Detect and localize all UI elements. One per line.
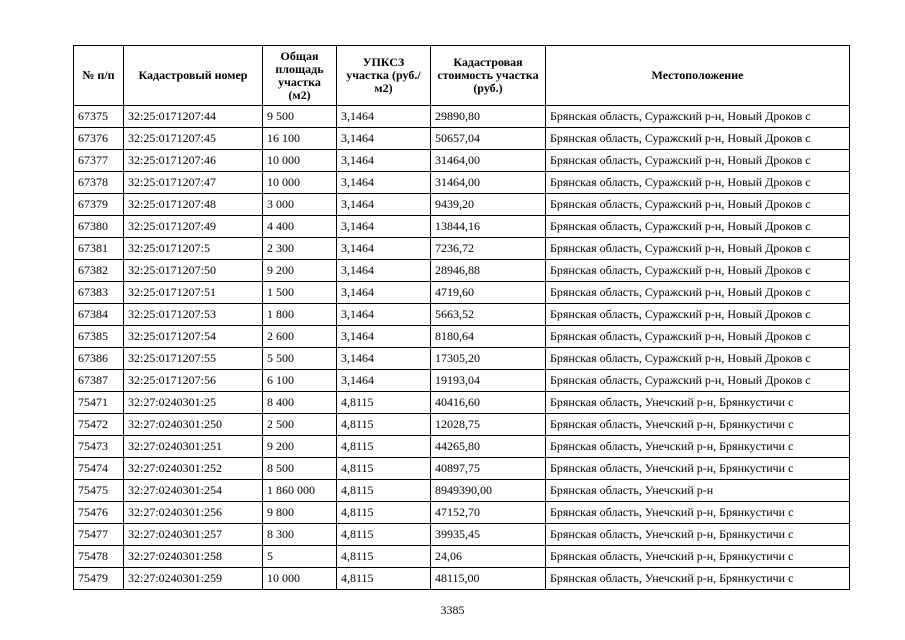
- table-row: [74, 326, 850, 348]
- cell-upksz: 3,1464: [337, 194, 431, 216]
- table-row: [74, 260, 850, 282]
- table-row: [74, 480, 850, 502]
- cell-cadastral-value: 9439,20: [431, 194, 546, 216]
- cell-upksz: 3,1464: [337, 348, 431, 370]
- cell-location: Брянская область, Суражский р-н, Новый Дроков с: [546, 150, 850, 172]
- cell-cadastral-number: 32:25:0171207:53: [124, 304, 263, 326]
- cell-cadastral-number: 32:27:0240301:25: [124, 392, 263, 414]
- table-row: [74, 172, 850, 194]
- cell-upksz: 4,8115: [337, 524, 431, 546]
- cell-cadastral-value: 47152,70: [431, 502, 546, 524]
- cell-upksz: 3,1464: [337, 150, 431, 172]
- cell-area: 9 800: [263, 502, 337, 524]
- table-row: [74, 282, 850, 304]
- table-row: [74, 194, 850, 216]
- cell-location: Брянская область, Суражский р-н, Новый Дроков с: [546, 238, 850, 260]
- cell-upksz: 4,8115: [337, 568, 431, 590]
- cell-cadastral-number: 32:25:0171207:56: [124, 370, 263, 392]
- cell-area: 9 200: [263, 436, 337, 458]
- cell-cadastral-number: 32:25:0171207:48: [124, 194, 263, 216]
- cell-area: 6 100: [263, 370, 337, 392]
- cell-upksz: 4,8115: [337, 502, 431, 524]
- header-area: Общая площадь участка (м2): [263, 46, 337, 106]
- cell-upksz: 4,8115: [337, 480, 431, 502]
- cell-area: 5: [263, 546, 337, 568]
- table-row: [74, 216, 850, 238]
- cell-cadastral-number: 32:27:0240301:259: [124, 568, 263, 590]
- cell-index: 75474: [74, 458, 124, 480]
- cell-upksz: 3,1464: [337, 216, 431, 238]
- cell-cadastral-number: 32:25:0171207:46: [124, 150, 263, 172]
- cell-area: 1 500: [263, 282, 337, 304]
- table-row: [74, 238, 850, 260]
- cell-location: Брянская область, Унечский р-н, Брянкустичи с: [546, 524, 850, 546]
- cell-index: 75479: [74, 568, 124, 590]
- cell-index: 75476: [74, 502, 124, 524]
- cell-area: 3 000: [263, 194, 337, 216]
- cell-cadastral-value: 17305,20: [431, 348, 546, 370]
- cell-location: Брянская область, Унечский р-н: [546, 480, 850, 502]
- cell-cadastral-value: 50657,04: [431, 128, 546, 150]
- cell-location: Брянская область, Унечский р-н, Брянкустичи с: [546, 436, 850, 458]
- table-row: [74, 392, 850, 414]
- cell-upksz: 3,1464: [337, 326, 431, 348]
- cell-upksz: 3,1464: [337, 370, 431, 392]
- cell-cadastral-number: 32:25:0171207:49: [124, 216, 263, 238]
- cell-index: 75473: [74, 436, 124, 458]
- cell-cadastral-value: 31464,00: [431, 150, 546, 172]
- cell-area: 8 400: [263, 392, 337, 414]
- cell-upksz: 3,1464: [337, 172, 431, 194]
- table-header-row: [74, 46, 850, 106]
- cell-area: 1 860 000: [263, 480, 337, 502]
- cell-cadastral-value: 19193,04: [431, 370, 546, 392]
- cell-area: 5 500: [263, 348, 337, 370]
- cell-upksz: 3,1464: [337, 238, 431, 260]
- cell-cadastral-number: 32:27:0240301:252: [124, 458, 263, 480]
- cell-cadastral-number: 32:27:0240301:254: [124, 480, 263, 502]
- cell-index: 67375: [74, 106, 124, 128]
- table-row: [74, 150, 850, 172]
- cell-index: 67381: [74, 238, 124, 260]
- cell-cadastral-number: 32:27:0240301:256: [124, 502, 263, 524]
- cell-upksz: 4,8115: [337, 414, 431, 436]
- header-cadastral-number: Кадастровый номер: [124, 46, 263, 106]
- cell-cadastral-value: 31464,00: [431, 172, 546, 194]
- cell-area: 16 100: [263, 128, 337, 150]
- cell-cadastral-value: 7236,72: [431, 238, 546, 260]
- table-row: [74, 106, 850, 128]
- cell-cadastral-value: 13844,16: [431, 216, 546, 238]
- cell-location: Брянская область, Суражский р-н, Новый Дроков с: [546, 194, 850, 216]
- cell-cadastral-number: 32:25:0171207:45: [124, 128, 263, 150]
- header-location: Местоположение: [546, 46, 850, 106]
- cell-location: Брянская область, Суражский р-н, Новый Дроков с: [546, 304, 850, 326]
- cell-area: 8 300: [263, 524, 337, 546]
- cell-area: 2 300: [263, 238, 337, 260]
- cell-area: 10 000: [263, 172, 337, 194]
- cell-upksz: 4,8115: [337, 546, 431, 568]
- cell-location: Брянская область, Унечский р-н, Брянкустичи с: [546, 502, 850, 524]
- table-row: [74, 128, 850, 150]
- cadastral-table: [73, 45, 850, 590]
- cell-index: 75471: [74, 392, 124, 414]
- header-upksz: УПКСЗ участка (руб./м2): [337, 46, 431, 106]
- cell-cadastral-number: 32:25:0171207:55: [124, 348, 263, 370]
- cell-cadastral-number: 32:27:0240301:250: [124, 414, 263, 436]
- cell-cadastral-value: 24,06: [431, 546, 546, 568]
- cell-upksz: 3,1464: [337, 260, 431, 282]
- table-row: [74, 370, 850, 392]
- cell-index: 67386: [74, 348, 124, 370]
- cell-location: Брянская область, Унечский р-н, Брянкустичи с: [546, 546, 850, 568]
- cell-index: 67384: [74, 304, 124, 326]
- cell-location: Брянская область, Суражский р-н, Новый Дроков с: [546, 348, 850, 370]
- cell-cadastral-value: 39935,45: [431, 524, 546, 546]
- cell-location: Брянская область, Суражский р-н, Новый Дроков с: [546, 128, 850, 150]
- cell-location: Брянская область, Унечский р-н, Брянкустичи с: [546, 458, 850, 480]
- cell-area: 10 000: [263, 568, 337, 590]
- cell-area: 9 500: [263, 106, 337, 128]
- cell-cadastral-value: 8180,64: [431, 326, 546, 348]
- table-row: [74, 568, 850, 590]
- cell-upksz: 3,1464: [337, 304, 431, 326]
- table-body: [74, 106, 850, 590]
- cell-index: 67380: [74, 216, 124, 238]
- cell-location: Брянская область, Суражский р-н, Новый Дроков с: [546, 370, 850, 392]
- cell-location: Брянская область, Суражский р-н, Новый Дроков с: [546, 282, 850, 304]
- cell-index: 67379: [74, 194, 124, 216]
- cell-area: 1 800: [263, 304, 337, 326]
- cell-index: 75475: [74, 480, 124, 502]
- table-row: [74, 304, 850, 326]
- cell-area: 9 200: [263, 260, 337, 282]
- cell-cadastral-number: 32:27:0240301:251: [124, 436, 263, 458]
- cell-upksz: 4,8115: [337, 392, 431, 414]
- cell-location: Брянская область, Суражский р-н, Новый Дроков с: [546, 216, 850, 238]
- cell-cadastral-number: 32:27:0240301:258: [124, 546, 263, 568]
- table-row: [74, 502, 850, 524]
- cell-location: Брянская область, Суражский р-н, Новый Дроков с: [546, 326, 850, 348]
- header-index: № п/п: [74, 46, 124, 106]
- cell-index: 67376: [74, 128, 124, 150]
- cell-cadastral-number: 32:25:0171207:51: [124, 282, 263, 304]
- cell-upksz: 3,1464: [337, 128, 431, 150]
- cell-location: Брянская область, Суражский р-н, Новый Дроков с: [546, 106, 850, 128]
- cell-cadastral-value: 40416,60: [431, 392, 546, 414]
- cell-index: 67385: [74, 326, 124, 348]
- cell-cadastral-number: 32:25:0171207:5: [124, 238, 263, 260]
- cell-index: 75477: [74, 524, 124, 546]
- cell-upksz: 4,8115: [337, 436, 431, 458]
- cell-location: Брянская область, Унечский р-н, Брянкустичи с: [546, 414, 850, 436]
- cell-index: 67377: [74, 150, 124, 172]
- header-cadastral-value: Кадастровая стоимость участка (руб.): [431, 46, 546, 106]
- cell-area: 2 600: [263, 326, 337, 348]
- cell-area: 4 400: [263, 216, 337, 238]
- cell-cadastral-value: 12028,75: [431, 414, 546, 436]
- cell-index: 67383: [74, 282, 124, 304]
- cell-index: 75478: [74, 546, 124, 568]
- cell-cadastral-value: 8949390,00: [431, 480, 546, 502]
- cell-location: Брянская область, Суражский р-н, Новый Дроков с: [546, 172, 850, 194]
- cell-index: 75472: [74, 414, 124, 436]
- cell-cadastral-value: 29890,80: [431, 106, 546, 128]
- cell-cadastral-value: 40897,75: [431, 458, 546, 480]
- table-row: [74, 458, 850, 480]
- cell-upksz: 3,1464: [337, 106, 431, 128]
- cell-cadastral-number: 32:25:0171207:50: [124, 260, 263, 282]
- cell-cadastral-value: 48115,00: [431, 568, 546, 590]
- table-row: [74, 348, 850, 370]
- table-row: [74, 546, 850, 568]
- table-row: [74, 524, 850, 546]
- cell-cadastral-value: 4719,60: [431, 282, 546, 304]
- cell-cadastral-value: 5663,52: [431, 304, 546, 326]
- cell-area: 10 000: [263, 150, 337, 172]
- cell-location: Брянская область, Суражский р-н, Новый Дроков с: [546, 260, 850, 282]
- table-row: [74, 414, 850, 436]
- page-number: 3385: [440, 603, 465, 617]
- cell-upksz: 3,1464: [337, 282, 431, 304]
- cell-cadastral-value: 28946,88: [431, 260, 546, 282]
- cell-upksz: 4,8115: [337, 458, 431, 480]
- cell-index: 67387: [74, 370, 124, 392]
- cell-area: 8 500: [263, 458, 337, 480]
- cell-cadastral-number: 32:27:0240301:257: [124, 524, 263, 546]
- cell-location: Брянская область, Унечский р-н, Брянкустичи с: [546, 392, 850, 414]
- cell-area: 2 500: [263, 414, 337, 436]
- cell-index: 67382: [74, 260, 124, 282]
- cell-location: Брянская область, Унечский р-н, Брянкустичи с: [546, 568, 850, 590]
- table-row: [74, 436, 850, 458]
- cell-cadastral-value: 44265,80: [431, 436, 546, 458]
- cell-cadastral-number: 32:25:0171207:54: [124, 326, 263, 348]
- cell-cadastral-number: 32:25:0171207:47: [124, 172, 263, 194]
- cell-cadastral-number: 32:25:0171207:44: [124, 106, 263, 128]
- cell-index: 67378: [74, 172, 124, 194]
